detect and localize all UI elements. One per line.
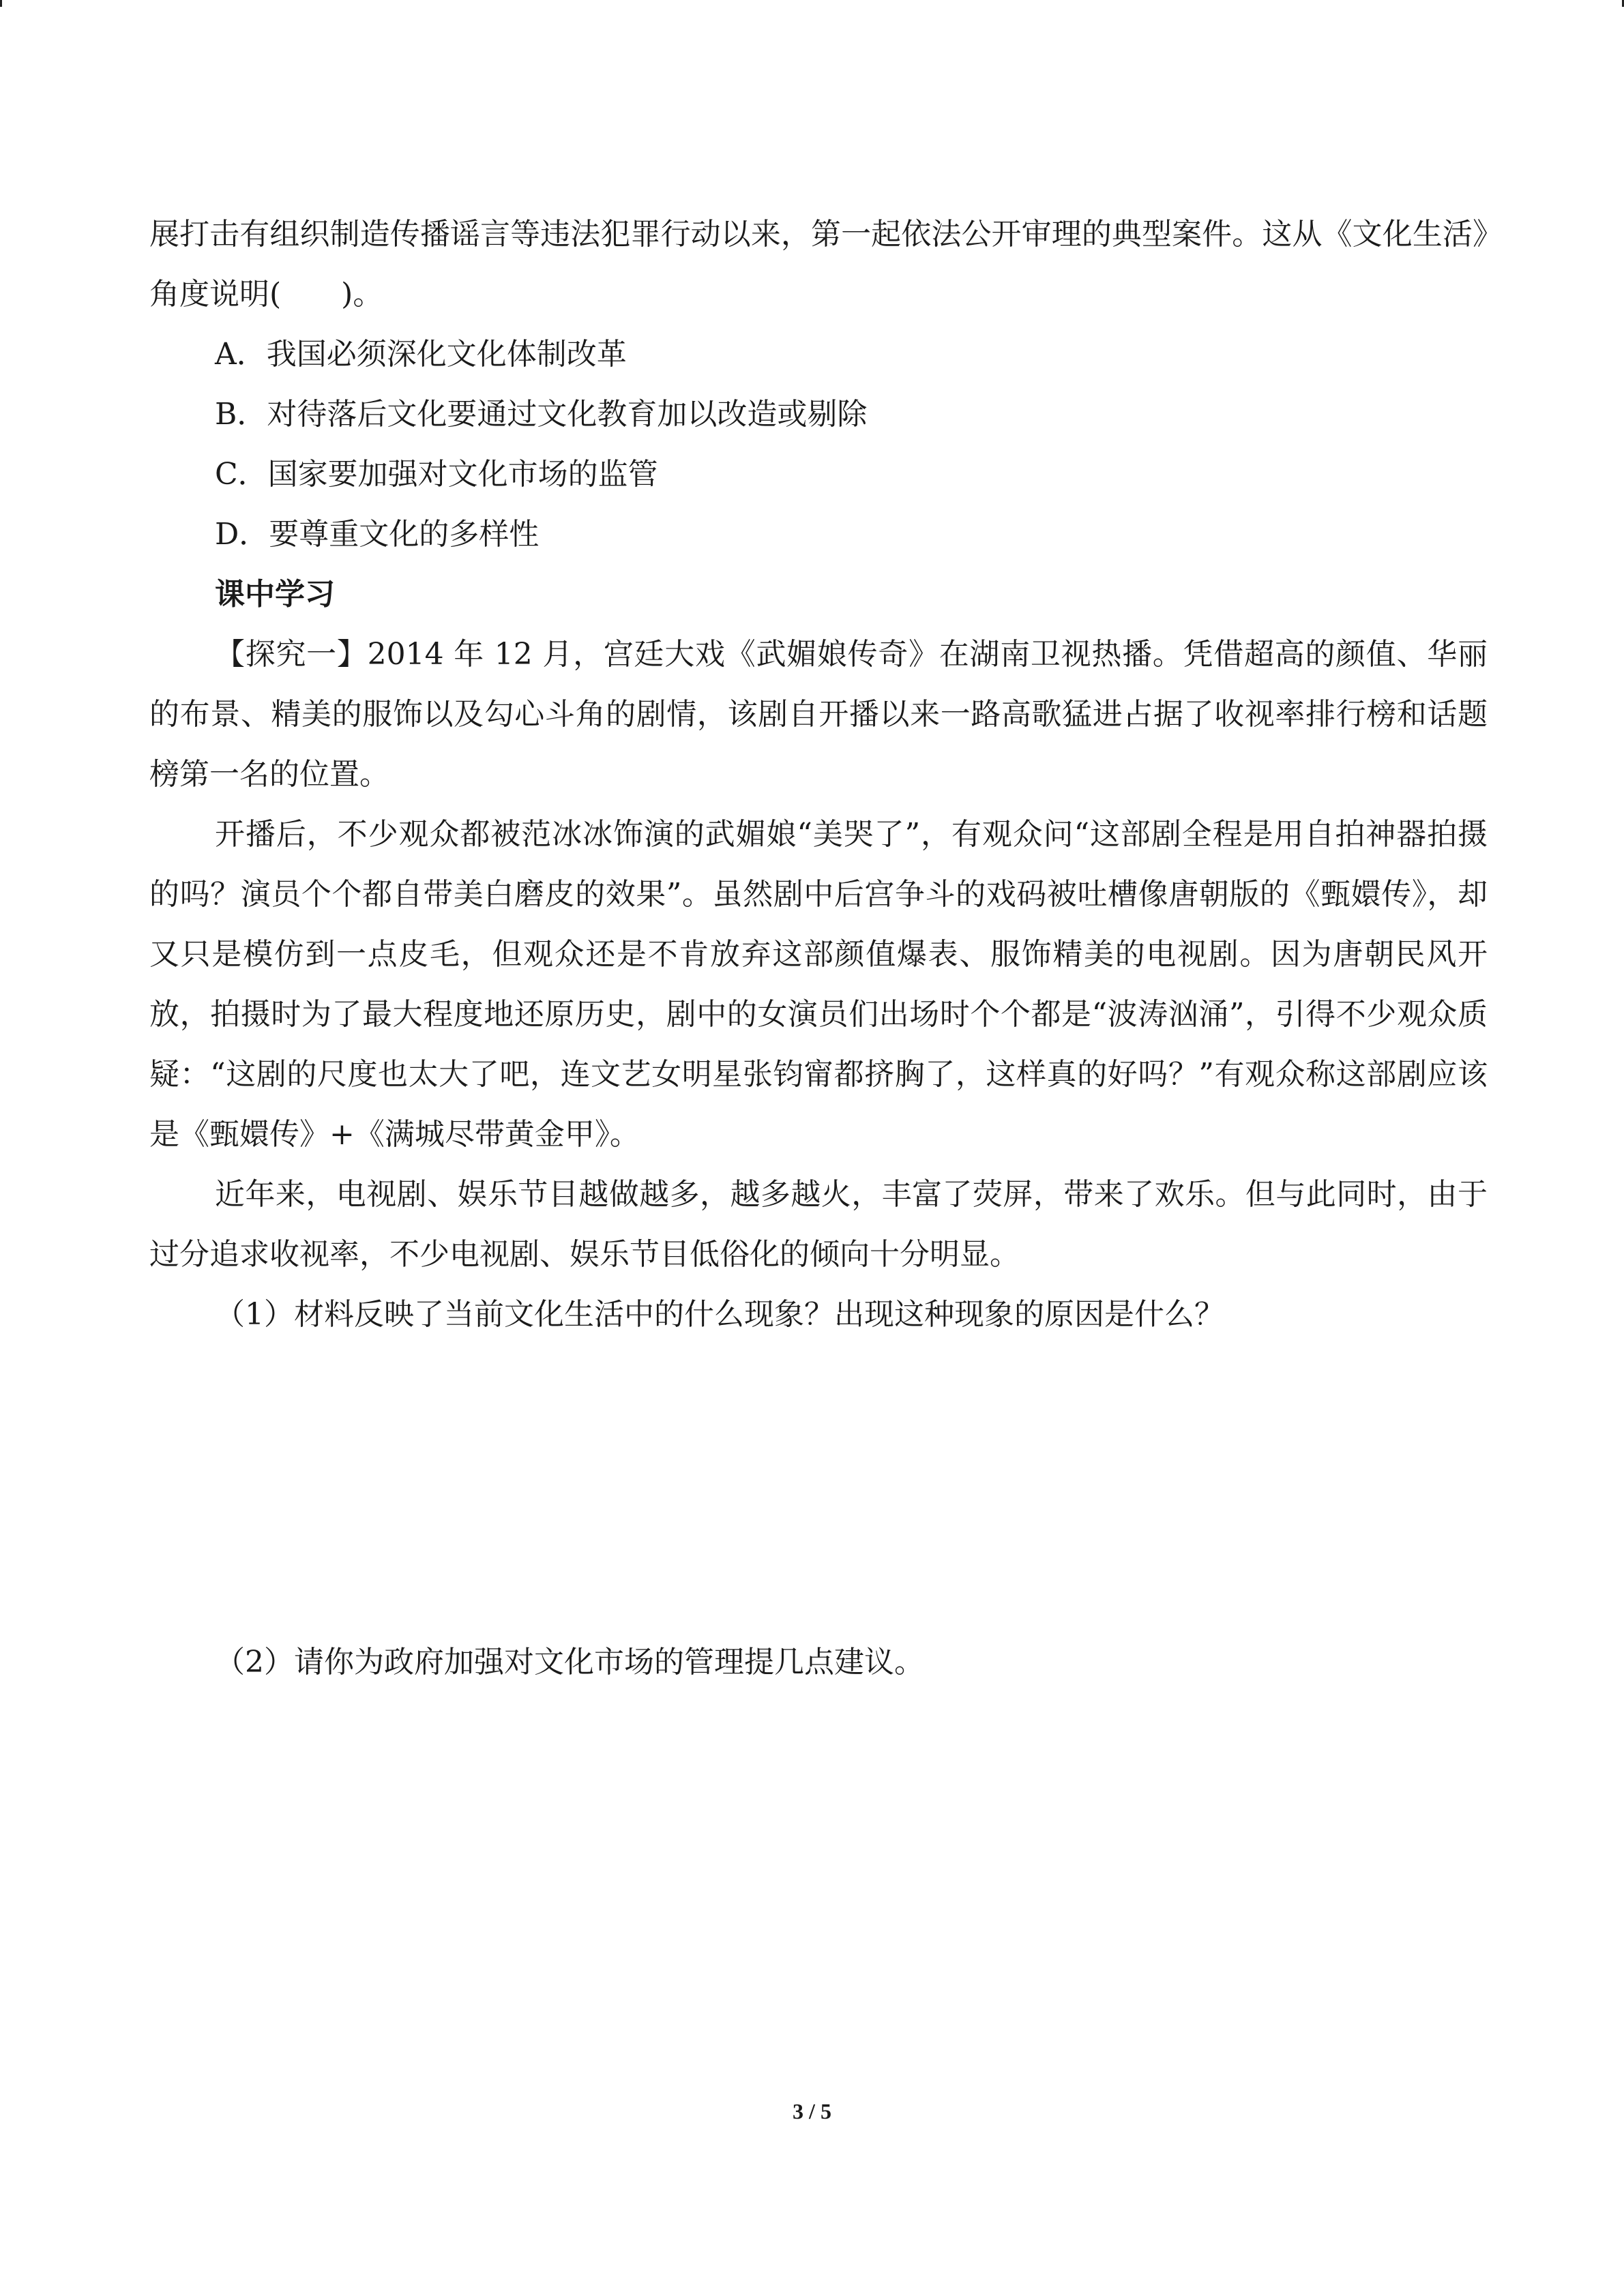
option-a: A．我国必须深化文化体制改革 [215,337,627,372]
explore-detail-paragraph: 开播后，不少观众都被范冰冰饰演的武媚娘“美哭了”，有观众问“这部剧全程是用自拍神器拍摄的吗？演员个个都自带美白磨皮的效果”。虽然剧中后宫争斗的戏码被吐槽像唐朝版的《甄嬛传》，却又只是模仿到一点皮毛，但观众还是不肯放弃这部颜值爆表、服饰精美的电视剧。因为唐朝民风开放，拍摄时为了最大程度地还原历史，剧中的女演员们出场时个个都是“波涛汹涌”，引得不少观众质疑：“这剧的尺度也太大了吧，连文艺女明星张钧甯都挤胸了，这样真的好吗？”有观众称这部剧应该是《甄嬛传》+《满城尽带黄金甲》。 [149,817,1488,1152]
crop-mark-left [0,0,2,7]
option-b: B．对待落后文化要通过文化教育加以改造或剔除 [215,397,868,432]
option-c: C．国家要加强对文化市场的监管 [215,457,658,492]
question-stem-continuation: 展打击有组织制造传播谣言等违法犯罪行动以来，第一起依法公开审理的典型案件。这从《文化生活》角度说明( )。 [149,217,1488,312]
question-2: （2）请你为政府加强对文化市场的管理提几点建议。 [215,1645,924,1680]
page-content [149,205,1488,1693]
page-number: 3 / 5 [793,2099,831,2123]
answer-space-1 [149,1345,1488,1632]
explore-intro-paragraph: 【探究一】2014 年 12 月，宫廷大戏《武媚娘传奇》在湖南卫视热播。凭借超高的颜值、华丽的布景、精美的服饰以及勾心斗角的剧情，该剧自开播以来一路高歌猛进占据了收视率排行榜和话题榜第一名的位置。 [149,637,1488,792]
explore-summary-paragraph: 近年来，电视剧、娱乐节目越做越多，越多越火，丰富了荧屏，带来了欢乐。但与此同时，由于过分追求收视率，不少电视剧、娱乐节目低俗化的倾向十分明显。 [149,1177,1488,1272]
question-1: （1）材料反映了当前文化生活中的什么现象？出现这种现象的原因是什么？ [215,1297,1224,1332]
option-d: D．要尊重文化的多样性 [215,517,540,552]
section-heading: 课中学习 [215,577,335,612]
